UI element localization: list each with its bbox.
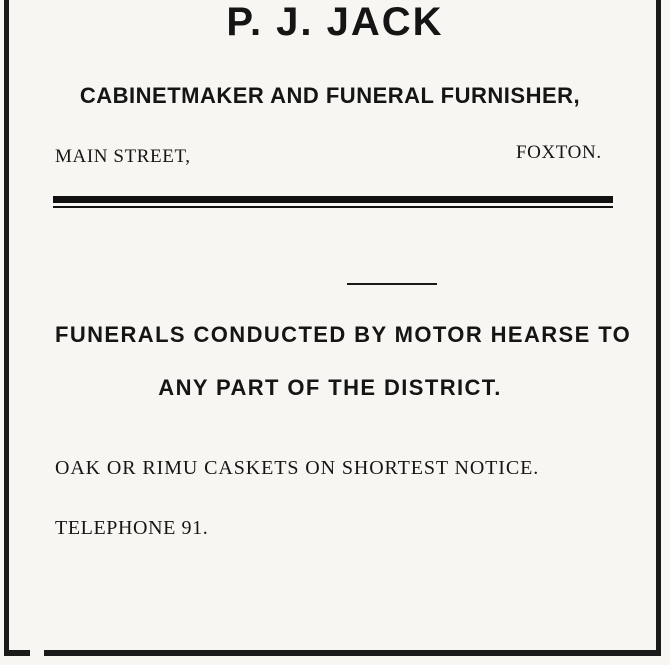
funeral-notice-line-1: FUNERALS CONDUCTED BY MOTOR HEARSE TO [55, 322, 632, 347]
short-centre-rule [347, 283, 437, 285]
caskets-notice: OAK OR RIMU CASKETS ON SHORTEST NOTICE. [55, 457, 540, 479]
thick-divider-rule [53, 196, 613, 203]
telephone-number: TELEPHONE 91. [55, 517, 209, 539]
bottom-border-rule [4, 650, 661, 656]
address-town: FOXTON. [516, 142, 602, 163]
trade-description: CABINETMAKER AND FUNERAL FURNISHER, [79, 83, 581, 108]
funeral-notice-line-2: ANY PART OF THE DISTRICT. [158, 375, 502, 400]
business-name-heading: P. J. JACK [226, 0, 444, 44]
address-street: MAIN STREET, [55, 146, 191, 167]
border-gap [30, 649, 44, 659]
thin-divider-rule [53, 206, 613, 208]
